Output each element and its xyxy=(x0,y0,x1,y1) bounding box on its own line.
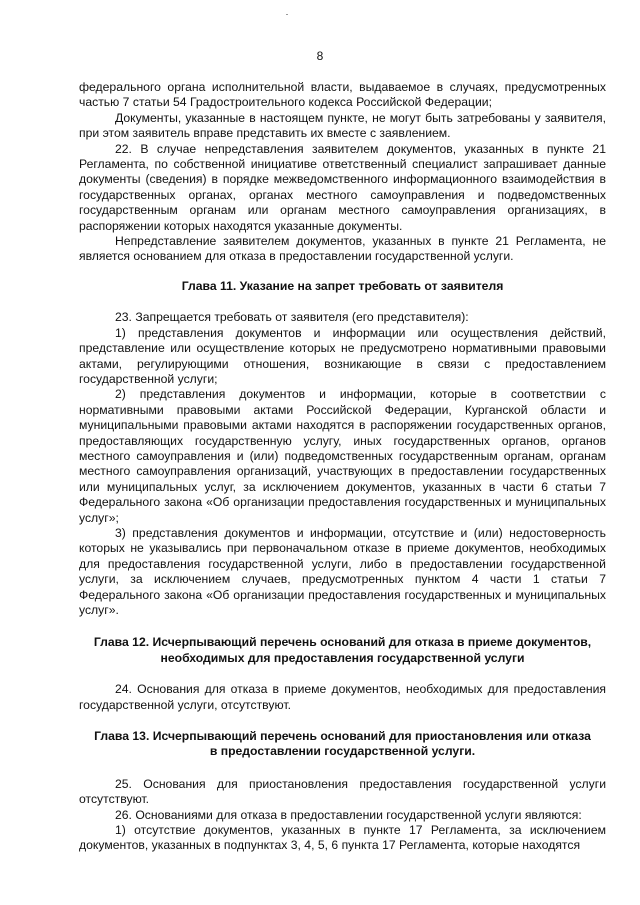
chapter-11-heading: Глава 11. Указание на запрет требовать от заявителя xyxy=(181,278,504,293)
list-item-1: 1) представления документов и информации или осуществления действий, представление или осуществление которых не предусмотрено нормативными правовыми актами, регулирующими отношения, возникающие в связи с предоставлением государственной услуги; xyxy=(79,325,606,386)
paragraph: Документы, указанные в настоящем пункте, не могут быть затребованы у заявителя, при этом заявитель вправе представить их вместе с заявлением. xyxy=(79,110,606,141)
paragraph-22: 22. В случае непредставления заявителем документов, указанных в пункте 21 Регламента, по собственной инициативе ответственный специалист запрашивает данные документы (сведения) в порядке межведомственного информационного взаимодействия в государственных органах, органах местного самоуправления и подведомственных государственным органам или органам местного самоуправления организациях, в распоряжении которых находятся указанные документы. xyxy=(79,141,606,233)
list-item-1: 1) отсутствие документов, указанных в пункте 17 Регламента, за исключением документов, указанных в подпунктах 3, 4, 5, 6 пункта 17 Регламента, которые находятся xyxy=(79,823,606,853)
chapter-12-heading xyxy=(79,635,606,666)
paragraph-25: 25. Основания для приостановления предоставления государственной услуги отсутствуют. xyxy=(79,776,606,807)
chapter-13-heading xyxy=(79,729,606,760)
chapter-12-heading-line2: необходимых для предоставления государственной услуги xyxy=(160,650,525,665)
paragraph: Непредставление заявителем документов, указанных в пункте 21 Регламента, не является основанием для отказа в предоставлении государственной услуги. xyxy=(79,234,606,264)
paragraph-26: 26. Основаниями для отказа в предоставлении государственной услуги являются: xyxy=(115,807,582,822)
scan-mark xyxy=(286,14,288,15)
paragraph-24: 24. Основания для отказа в приеме документов, необходимых для предоставления государственной услуги, отсутствуют. xyxy=(79,682,606,712)
document-body xyxy=(79,80,606,854)
paragraph-continuation: федерального органа исполнительной власти, выдаваемое в случаях, предусмотренных частью 7 статьи 54 Градостроительного кодекса Российской Федерации; xyxy=(79,80,606,110)
paragraph-23: 23. Запрещается требовать от заявителя (его представителя): xyxy=(115,310,469,325)
chapter-12-heading-line1: Глава 12. Исчерпывающий перечень оснований для отказа в приеме документов, xyxy=(93,635,592,650)
list-item-2: 2) представления документов и информации, которые в соответствии с нормативными правовыми актами Российской Федерации, Курганской области и муниципальными правовыми актами находятся в распоряжении государственных органов, предоставляющих государственную услугу, иных государственных органов, органов местного самоуправления и (или) подведомственных государственным органам, органам местного самоуправления организаций, участвующих в предоставлении государственных или муниципальных услуг, за исключением документов, указанных в части 6 статьи 7 Федерального закона «Об организации предоставления государственных и муниципальных услуг»; xyxy=(79,387,606,525)
list-item-3: 3) представления документов и информации, отсутствие и (или) недостоверность которых не указывались при первоначальном отказе в приеме документов, необходимых для предоставления государственной услуги, либо в предоставлении государственной услуги, за исключением случаев, предусмотренных пунктом 4 части 1 статьи 7 Федерального закона «Об организации предоставления государственных и муниципальных услуг». xyxy=(79,525,606,617)
page-number: 8 xyxy=(316,49,324,63)
chapter-13-heading-line1: Глава 13. Исчерпывающий перечень оснований для приостановления или отказа xyxy=(94,729,591,744)
chapter-13-heading-line2: в предоставлении государственной услуги. xyxy=(209,744,476,759)
